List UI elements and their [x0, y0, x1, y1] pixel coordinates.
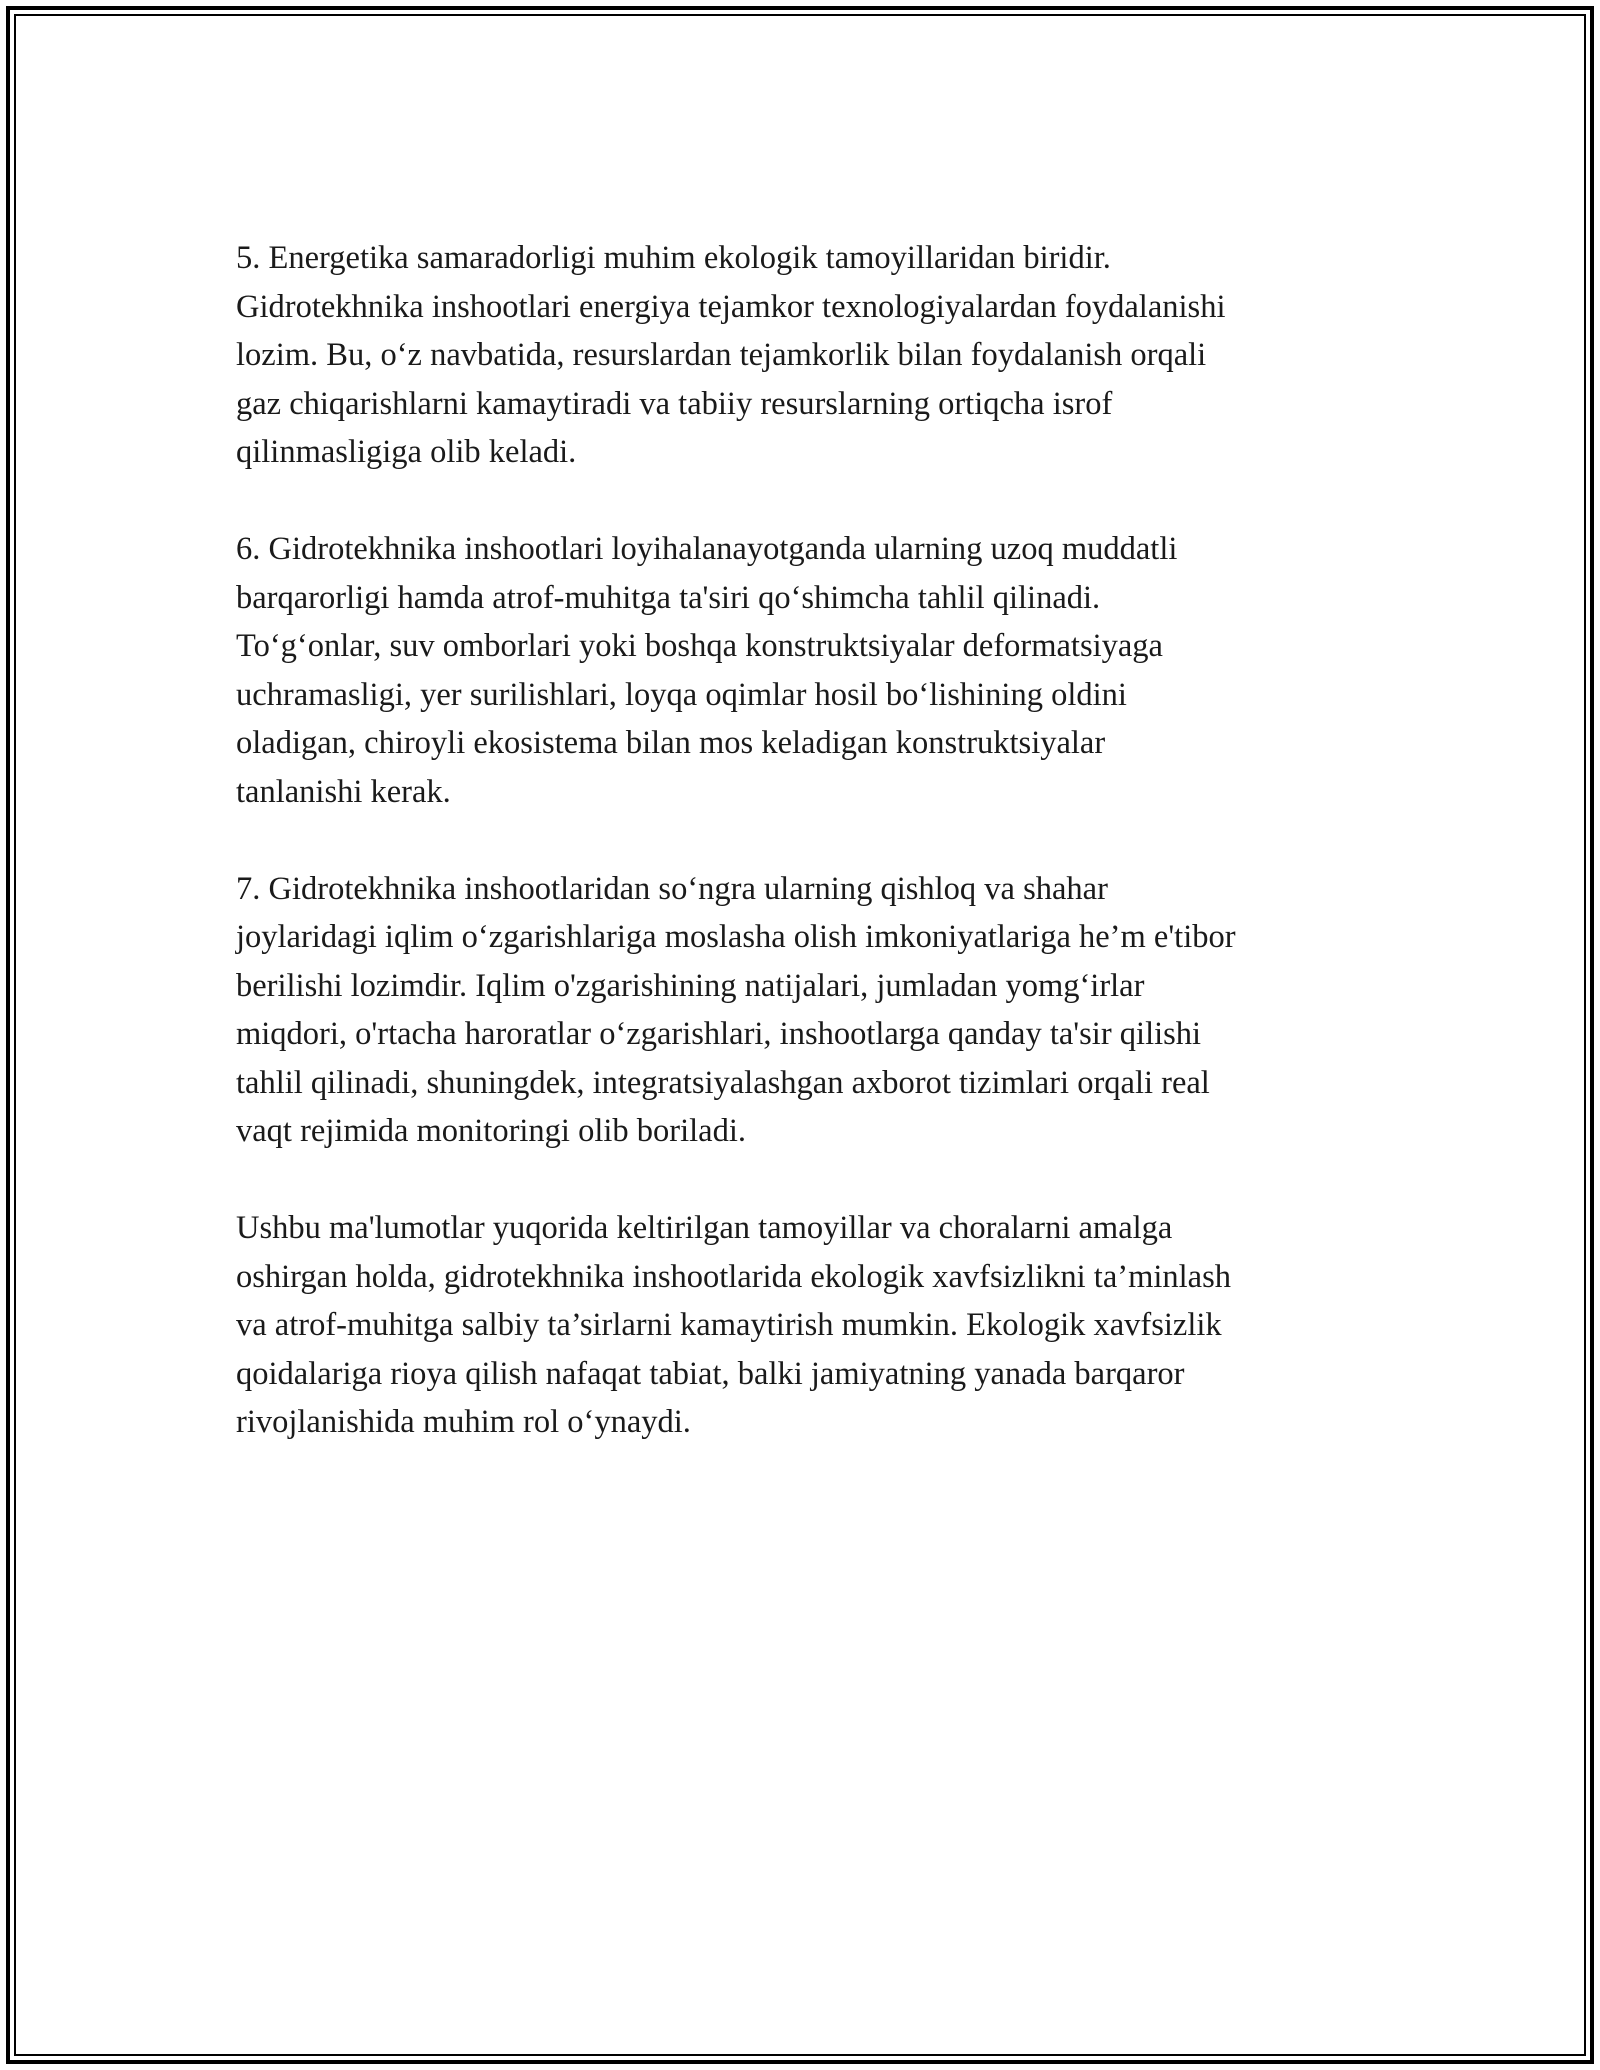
text-line: 5. Energetika samaradorligi muhim ekologik tamoyillaridan biridir.: [236, 240, 1111, 276]
text-line: va atrof-muhitga salbiy ta’sirlarni kamaytirish mumkin. Ekologik xavfsizlik: [236, 1307, 1222, 1343]
text-line: gaz chiqarishlarni kamaytiradi va tabiiy resurslarning ortiqcha isrof: [236, 385, 1113, 422]
text-line: qilinmasligiga olib keladi.: [236, 434, 577, 470]
text-line: uchramasligi, yer surilishlari, loyqa oqimlar hosil bo‘lishining oldini: [236, 676, 1127, 713]
text-line: berilishi lozimdir. Iqlim o'zgarishining natijalari, jumladan yomg‘irlar: [236, 967, 1145, 1004]
text-line: To‘g‘onlar, suv omborlari yoki boshqa konstruktsiyalar deformatsiyaga: [236, 628, 1163, 664]
paragraph-conclusion: [236, 1204, 1376, 1447]
text-line: qoidalariga rioya qilish nafaqat tabiat, balki jamiyatning yanada barqaror: [236, 1355, 1185, 1392]
text-line: lozim. Bu, o‘z navbatida, resurslardan tejamkorlik bilan foydalanish orqali: [236, 337, 1207, 373]
text-line: oladigan, chiroyli ekosistema bilan mos keladigan konstruktsiyalar: [236, 725, 1106, 761]
text-line: 7. Gidrotekhnika inshootlaridan so‘ngra ularning qishloq va shahar: [236, 870, 1108, 907]
text-line: 6. Gidrotekhnika inshootlari loyihalanayotganda ularning uzoq muddatli: [236, 531, 1178, 567]
text-line: joylaridagi iqlim o‘zgarishlariga moslasha olish imkoniyatlariga he’m e'tibor: [236, 919, 1236, 955]
text-line: tahlil qilinadi, shuningdek, integratsiyalashgan axborot tizimlari orqali real: [236, 1064, 1210, 1101]
paragraph-climate-adaptation: [236, 865, 1376, 1156]
document-body: [236, 234, 1376, 1495]
text-line: barqarorligi hamda atrof-muhitga ta'siri qo‘shimcha tahlil qilinadi.: [236, 579, 1101, 616]
text-line: oshirgan holda, gidrotekhnika inshootlarida ekologik xavfsizlikni ta’minlash: [236, 1258, 1231, 1295]
text-line: Gidrotekhnika inshootlari energiya tejamkor texnologiyalardan foydalanishi: [236, 288, 1226, 325]
text-line: Ushbu ma'lumotlar yuqorida keltirilgan tamoyillar va choralarni amalga: [236, 1210, 1173, 1246]
text-line: tanlanishi kerak.: [236, 773, 451, 810]
text-line: rivojlanishida muhim rol o‘ynaydi.: [236, 1404, 691, 1440]
paragraph-energy-efficiency: [236, 234, 1376, 477]
text-line: vaqt rejimida monitoringi olib boriladi.: [236, 1113, 746, 1149]
paragraph-long-term-stability: [236, 525, 1376, 816]
text-line: miqdori, o'rtacha haroratlar o‘zgarishlari, inshootlarga qanday ta'sir qilishi: [236, 1016, 1202, 1052]
